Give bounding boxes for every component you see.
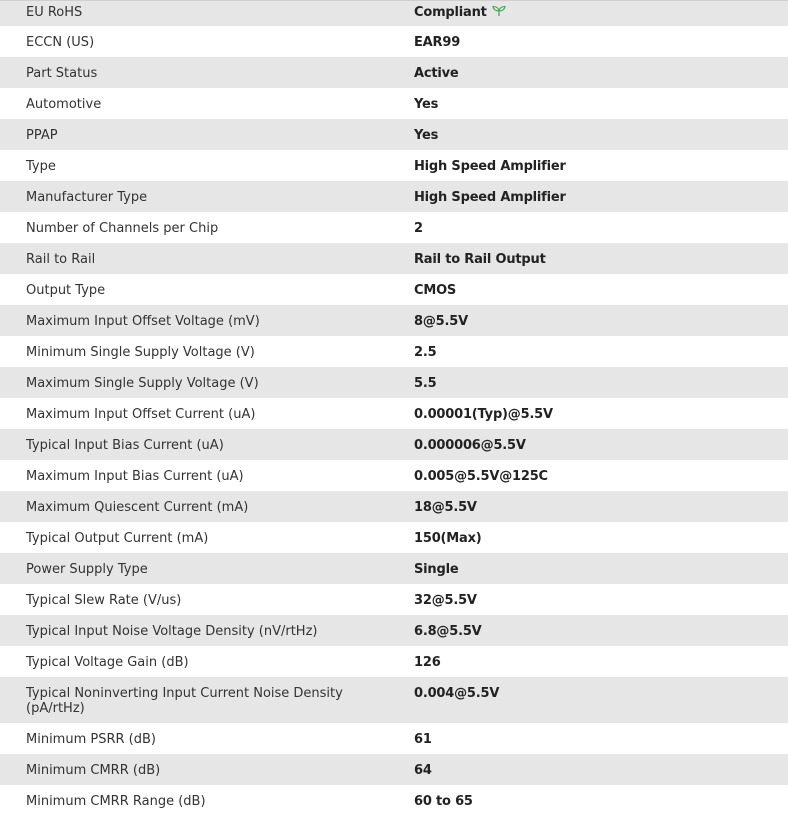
spec-value: 0.00001(Typ)@5.5V: [388, 398, 788, 429]
spec-row-automotive: [0, 88, 788, 119]
spec-value: 64: [388, 754, 788, 785]
spec-value: 18@5.5V: [388, 491, 788, 522]
spec-label: Typical Noninverting Input Current Noise Density (pA/rtHz): [0, 677, 388, 723]
spec-label: PPAP: [0, 119, 388, 150]
spec-label: Power Supply Type: [0, 553, 388, 584]
spec-row-typ-noninverting-current-noise: [0, 677, 788, 723]
spec-value: 150(Max): [388, 522, 788, 553]
spec-value: 61: [388, 723, 788, 754]
spec-row-max-single-supply-voltage: [0, 367, 788, 398]
spec-row-min-cmrr: [0, 754, 788, 785]
spec-value: 0.005@5.5V@125C: [388, 460, 788, 491]
spec-label: EU RoHS: [0, 1, 388, 27]
spec-label: Manufacturer Type: [0, 181, 388, 212]
spec-value-cell: [388, 1, 788, 27]
spec-row-max-input-offset-voltage: [0, 305, 788, 336]
spec-label: Typical Output Current (mA): [0, 522, 388, 553]
spec-label: Typical Voltage Gain (dB): [0, 646, 388, 677]
spec-label: Typical Input Bias Current (uA): [0, 429, 388, 460]
spec-row-typ-input-bias-current: [0, 429, 788, 460]
spec-label: Minimum Single Supply Voltage (V): [0, 336, 388, 367]
spec-row-typ-slew-rate: [0, 584, 788, 615]
spec-value: 2.5: [388, 336, 788, 367]
spec-value: 6.8@5.5V: [388, 615, 788, 646]
leaf-icon: [492, 5, 506, 17]
spec-row-typ-input-noise-voltage-density: [0, 615, 788, 646]
spec-label: Typical Slew Rate (V/us): [0, 584, 388, 615]
spec-label: ECCN (US): [0, 26, 388, 57]
spec-value: High Speed Amplifier: [388, 150, 788, 181]
spec-label: Maximum Input Offset Current (uA): [0, 398, 388, 429]
specifications-body: [0, 1, 788, 817]
spec-value: Single: [388, 553, 788, 584]
spec-label: Typical Input Noise Voltage Density (nV/rtHz): [0, 615, 388, 646]
spec-row-part-status: [0, 57, 788, 88]
spec-value: 32@5.5V: [388, 584, 788, 615]
spec-label: Output Type: [0, 274, 388, 305]
spec-row-power-supply-type: [0, 553, 788, 584]
spec-value: High Speed Amplifier: [388, 181, 788, 212]
spec-value: Yes: [388, 119, 788, 150]
spec-value: 5.5: [388, 367, 788, 398]
spec-value: 126: [388, 646, 788, 677]
spec-value: 8@5.5V: [388, 305, 788, 336]
spec-value: Compliant: [414, 5, 487, 20]
spec-value: 0.000006@5.5V: [388, 429, 788, 460]
spec-label: Minimum CMRR Range (dB): [0, 785, 388, 816]
spec-label: Rail to Rail: [0, 243, 388, 274]
spec-label: Number of Channels per Chip: [0, 212, 388, 243]
spec-value: 2: [388, 212, 788, 243]
spec-label: Maximum Single Supply Voltage (V): [0, 367, 388, 398]
spec-row-min-psrr: [0, 723, 788, 754]
spec-row-min-single-supply-voltage: [0, 336, 788, 367]
spec-label: Automotive: [0, 88, 388, 119]
spec-value: Active: [388, 57, 788, 88]
spec-value: CMOS: [388, 274, 788, 305]
spec-row-channels-per-chip: [0, 212, 788, 243]
spec-label: Maximum Input Bias Current (uA): [0, 460, 388, 491]
spec-row-max-quiescent-current: [0, 491, 788, 522]
spec-label: Type: [0, 150, 388, 181]
spec-label: Minimum PSRR (dB): [0, 723, 388, 754]
spec-label: Part Status: [0, 57, 388, 88]
spec-row-typ-voltage-gain: [0, 646, 788, 677]
spec-value: Yes: [388, 88, 788, 119]
spec-row-eccn: [0, 26, 788, 57]
spec-label: Maximum Quiescent Current (mA): [0, 491, 388, 522]
spec-row-type: [0, 150, 788, 181]
spec-value: 0.004@5.5V: [388, 677, 788, 723]
spec-value: Rail to Rail Output: [388, 243, 788, 274]
spec-row-eu-rohs: [0, 1, 788, 27]
spec-row-output-type: [0, 274, 788, 305]
spec-row-typ-output-current: [0, 522, 788, 553]
spec-row-max-input-offset-current: [0, 398, 788, 429]
spec-row-manufacturer-type: [0, 181, 788, 212]
spec-row-max-input-bias-current: [0, 460, 788, 491]
spec-label: Minimum CMRR (dB): [0, 754, 388, 785]
spec-value: 60 to 65: [388, 785, 788, 816]
spec-row-min-cmrr-range: [0, 785, 788, 816]
spec-row-rail-to-rail: [0, 243, 788, 274]
spec-label: Maximum Input Offset Voltage (mV): [0, 305, 388, 336]
spec-value: EAR99: [388, 26, 788, 57]
spec-row-ppap: [0, 119, 788, 150]
